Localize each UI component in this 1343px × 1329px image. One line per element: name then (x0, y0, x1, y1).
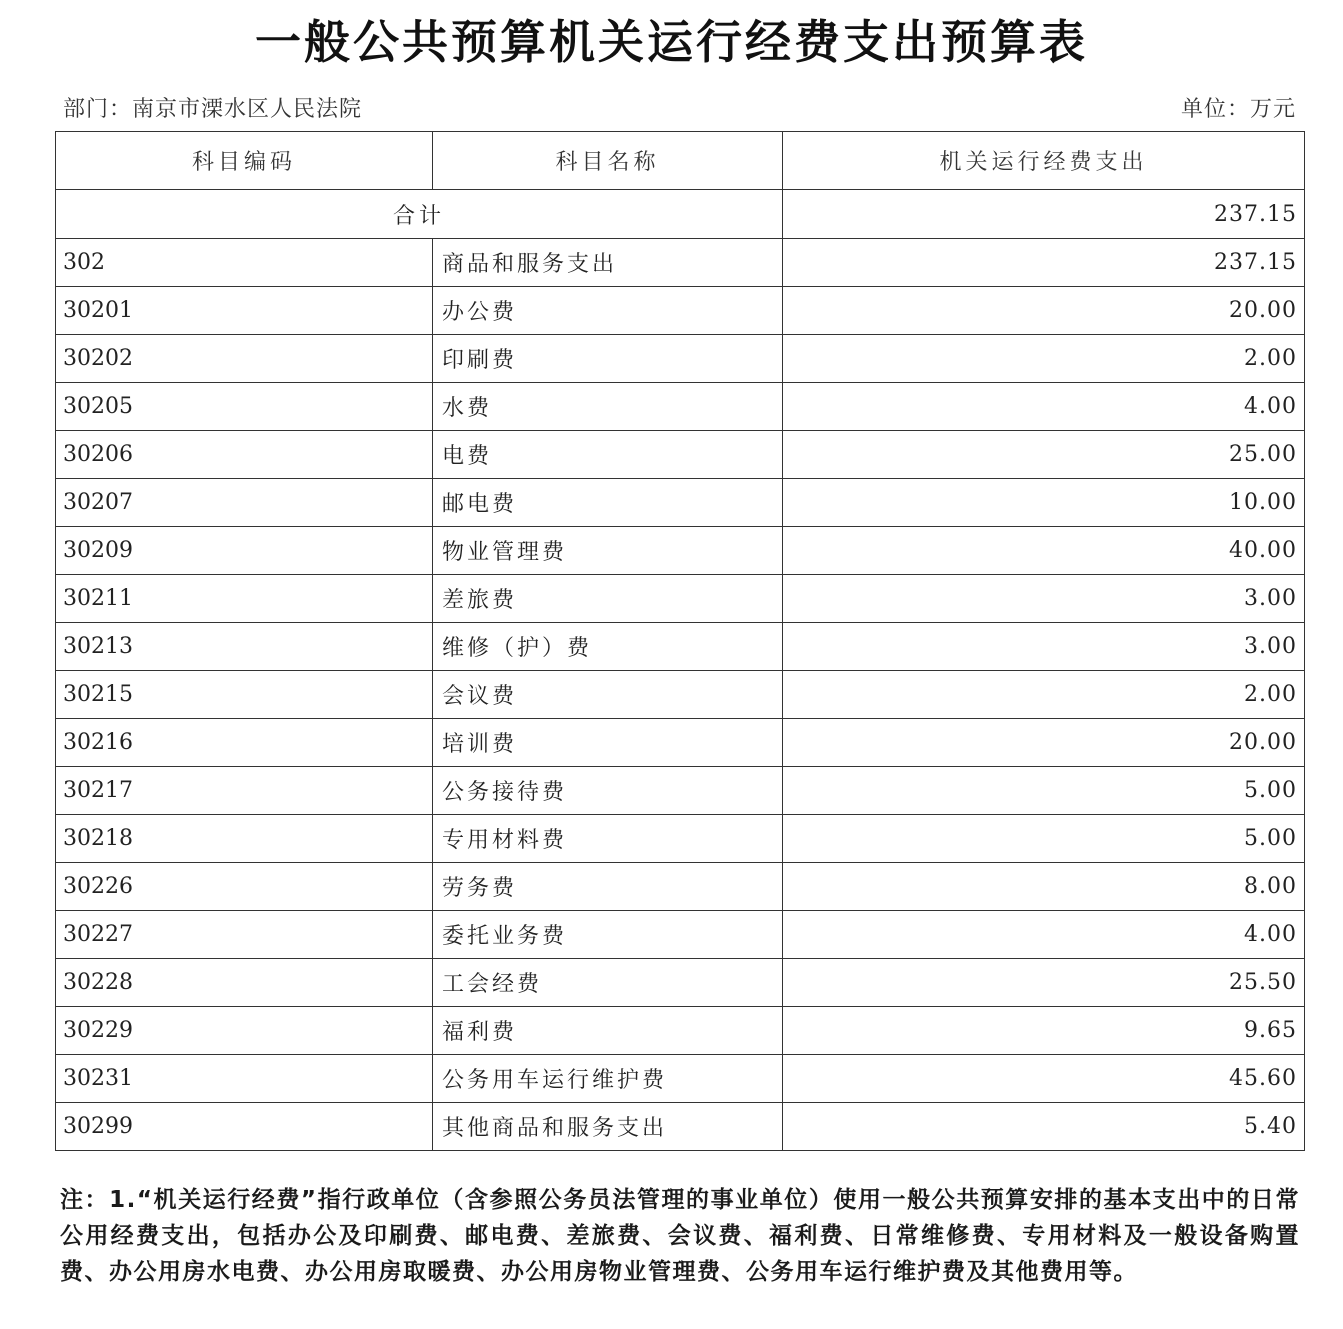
row-name: 办公费 (433, 287, 783, 335)
row-amount: 2.00 (783, 671, 1305, 719)
row-name: 福利费 (433, 1007, 783, 1055)
header-amount: 机关运行经费支出 (783, 132, 1305, 190)
row-code: 30211 (56, 575, 433, 623)
footnote: 注：1.“机关运行经费”指行政单位（含参照公务员法管理的事业单位）使用一般公共预算安排的基本支出中的日常公用经费支出，包括办公及印刷费、邮电费、差旅费、会议费、福利费、日常维修费、专用材料及一般设备购置费、办公用房水电费、办公用房取暖费、办公用房物业管理费、公务用车运行维护费及其他费用等。 (60, 1187, 1300, 1285)
row-code: 30231 (56, 1055, 433, 1103)
row-code: 30207 (56, 479, 433, 527)
row-code: 30213 (56, 623, 433, 671)
table-row (56, 575, 1305, 623)
table-row (56, 671, 1305, 719)
table-row (56, 383, 1305, 431)
header-name: 科目名称 (433, 132, 783, 190)
table-row (56, 527, 1305, 575)
row-name: 工会经费 (433, 959, 783, 1007)
row-code: 30201 (56, 287, 433, 335)
row-amount: 4.00 (783, 383, 1305, 431)
table-row (56, 287, 1305, 335)
row-name: 公务接待费 (433, 767, 783, 815)
page-title: 一般公共预算机关运行经费支出预算表 (255, 15, 1088, 69)
row-code: 30205 (56, 383, 433, 431)
row-code: 30299 (56, 1103, 433, 1151)
row-amount: 2.00 (783, 335, 1305, 383)
row-name: 劳务费 (433, 863, 783, 911)
row-amount: 25.50 (783, 959, 1305, 1007)
unit-label: 单位：万元 (1180, 97, 1296, 122)
row-amount: 5.40 (783, 1103, 1305, 1151)
table-row (56, 239, 1305, 287)
row-amount: 237.15 (783, 239, 1305, 287)
table-row (56, 863, 1305, 911)
row-name: 其他商品和服务支出 (433, 1103, 783, 1151)
table-row (56, 911, 1305, 959)
row-name: 公务用车运行维护费 (433, 1055, 783, 1103)
row-amount: 10.00 (783, 479, 1305, 527)
row-code: 30209 (56, 527, 433, 575)
row-amount: 3.00 (783, 575, 1305, 623)
row-amount: 8.00 (783, 863, 1305, 911)
department-label: 部门：南京市溧水区人民法院 (63, 97, 363, 122)
table-row (56, 767, 1305, 815)
table-row (56, 431, 1305, 479)
row-amount: 9.65 (783, 1007, 1305, 1055)
row-name: 委托业务费 (433, 911, 783, 959)
row-name: 专用材料费 (433, 815, 783, 863)
row-code: 30229 (56, 1007, 433, 1055)
row-amount: 40.00 (783, 527, 1305, 575)
row-code: 30227 (56, 911, 433, 959)
row-amount: 4.00 (783, 911, 1305, 959)
row-code: 30216 (56, 719, 433, 767)
table-row (56, 1103, 1305, 1151)
table-row (56, 1055, 1305, 1103)
row-name: 差旅费 (433, 575, 783, 623)
row-name: 电费 (433, 431, 783, 479)
row-code: 30228 (56, 959, 433, 1007)
table-row (56, 335, 1305, 383)
table-row (56, 815, 1305, 863)
row-amount: 5.00 (783, 815, 1305, 863)
row-code: 30217 (56, 767, 433, 815)
row-code: 30202 (56, 335, 433, 383)
table-header-row (56, 132, 1305, 190)
total-label: 合计 (56, 190, 783, 239)
row-name: 维修（护）费 (433, 623, 783, 671)
total-amount: 237.15 (783, 190, 1305, 239)
row-name: 印刷费 (433, 335, 783, 383)
row-code: 30218 (56, 815, 433, 863)
row-name: 物业管理费 (433, 527, 783, 575)
row-code: 30226 (56, 863, 433, 911)
row-amount: 3.00 (783, 623, 1305, 671)
row-code: 30206 (56, 431, 433, 479)
row-code: 302 (56, 239, 433, 287)
row-name: 培训费 (433, 719, 783, 767)
table-row (56, 959, 1305, 1007)
row-amount: 25.00 (783, 431, 1305, 479)
table-row (56, 1007, 1305, 1055)
row-code: 30215 (56, 671, 433, 719)
table-row (56, 719, 1305, 767)
row-name: 商品和服务支出 (433, 239, 783, 287)
row-amount: 20.00 (783, 719, 1305, 767)
row-amount: 45.60 (783, 1055, 1305, 1103)
row-name: 会议费 (433, 671, 783, 719)
budget-table (55, 131, 1305, 1151)
row-name: 水费 (433, 383, 783, 431)
total-row (56, 190, 1305, 239)
row-amount: 5.00 (783, 767, 1305, 815)
header-code: 科目编码 (56, 132, 433, 190)
row-name: 邮电费 (433, 479, 783, 527)
table-row (56, 479, 1305, 527)
table-row (56, 623, 1305, 671)
row-amount: 20.00 (783, 287, 1305, 335)
